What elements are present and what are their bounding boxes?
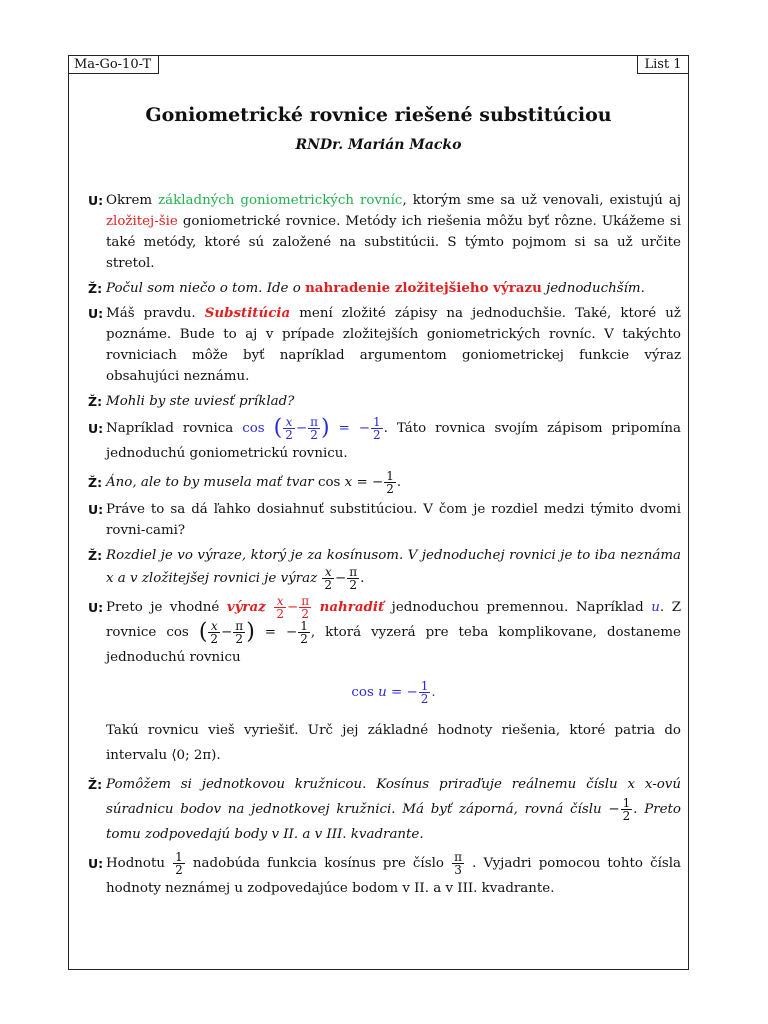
highlight-harder: zložitej-šie (106, 214, 178, 229)
paragraph-z-4: Ž: Rozdiel je vo výraze, ktorý je za kosínusom. V jednoduchej rovnici je to iba neznáma x a v zložitejšej rovnici je výraz $\frac{x}{2}$ − $\frac{\pi}{2}$ . (88, 545, 681, 591)
paragraph-u-3: U: Napríklad rovnica cos ( $\frac{x}{2}$ − $\frac{\pi}{2}$ ) = − $\frac{1}{2}$ . Táto rovnica svojím zápisom pripomína jednoduchú goniometrickú rovnicu. (88, 415, 682, 461)
document-title: Goniometrické rovnice riešené substitúciou (145, 104, 612, 126)
equation-substituted: cos u = − $\frac{1}{2}$ . (351, 679, 436, 706)
paragraph-u-6: U: Hodnotu $\frac{1}{2}$ nadobúda funkcia kosínus pre číslo $\frac{\pi}{3}$ . Vyjadri pomocou tohto čísla hodnoty neznámej u zodpovedajúce bodom v II. a v III. kvadrante. (88, 850, 681, 896)
speaker-label: Ž: (88, 394, 103, 409)
highlight-substitution: Substitúcia (204, 305, 291, 321)
speaker-label: U: (88, 306, 104, 321)
paragraph-z-1: Ž: Počul som niečo o tom. Ide o nahradenie zložitejšieho výrazu jednoduchším. (88, 278, 681, 299)
speaker-label: U: (88, 600, 104, 615)
header-code: Ma-Go-10-T (68, 55, 159, 74)
paragraph-u-2: U: Máš pravdu. Substitúcia mení zložité zápisy na jednoduchšie. Také, ktoré už poznáme. Bude to aj v prípade zložitejších goniometrických rovníc. V takýchto rovniciach môže byť napríklad argumentom goniometrickej funkcie výraz obsahujúci neznámu. (88, 305, 681, 384)
speaker-label: Ž: (88, 548, 103, 563)
paragraph-z-2: Ž: Mohli by ste uviesť príklad? (88, 391, 681, 412)
dialogue (88, 190, 681, 905)
paragraph-z-5: Ž: Pomôžem si jednotkovou kružnicou. Kosínus priraďuje reálnemu číslu x x-ovú súradnicu bodov na jednotkovej kružnici. Má byť záporná, rovná číslu − $\frac{1}{2}$ . Preto tomu zodpovedajú body v II. a v III. kvadrante. (88, 772, 681, 847)
speaker-label: U: (88, 502, 104, 517)
equation-complex: cos ( $\frac{x}{2}$ − $\frac{\pi}{2}$ ) = − $\frac{1}{2}$ (242, 415, 381, 442)
equation-simple: cos x = − $\frac{1}{2}$ . (317, 469, 402, 496)
document-author: RNDr. Marián Macko (295, 137, 462, 153)
paragraph-u-4: U: Práve to sa dá ľahko dosiahnuť substitúciou. V čom je rozdiel medzi týmito dvomi rovni-cami? (88, 499, 681, 541)
highlight-replacement: nahradenie zložitejšieho výrazu (305, 280, 542, 296)
speaker-label: Ž: (88, 281, 103, 296)
paragraph-z-3: Ž: Áno, ale to by musela mať tvar cos x = − $\frac{1}{2}$ . (88, 469, 402, 496)
speaker-label: Ž: (88, 777, 103, 792)
paragraph-u-5: U: Preto je vhodné výraz $\frac{x}{2}$ − $\frac{\pi}{2}$ nahradiť jednoduchou premennou. Napríklad u. Z rovnice cos ( $\frac{x}{2}$ − $\frac{\pi}{2}$ ) = − $\frac{1}{2}$ , ktorá vyzerá pre teba komplikovane, dostaneme jednoduchú rovnicu cos u = − $\frac{1}{2}$ . Takú rovnicu vieš vyriešiť. Urč jej základné hodnoty riešenia, ktoré patria do intervalu ⟨0; 2π). (88, 594, 681, 763)
header-list: List 1 (637, 55, 689, 74)
speaker-label: U: (88, 193, 104, 208)
speaker-label: U: (88, 421, 104, 436)
link-basic-equations[interactable]: základných goniometrických rovníc (158, 193, 403, 208)
speaker-label: Ž: (88, 475, 103, 490)
paragraph-u-1: U: Okrem základných goniometrických rovníc, ktorým sme sa už venovali, existujú aj zložitej-šie goniometrické rovnice. Metódy ich riešenia môžu byť rôzne. Ukážeme si také metódy, ktoré sú založené na substitúcii. S týmto pojmom si sa už určite stretol. (88, 190, 681, 274)
speaker-label: U: (88, 856, 104, 871)
